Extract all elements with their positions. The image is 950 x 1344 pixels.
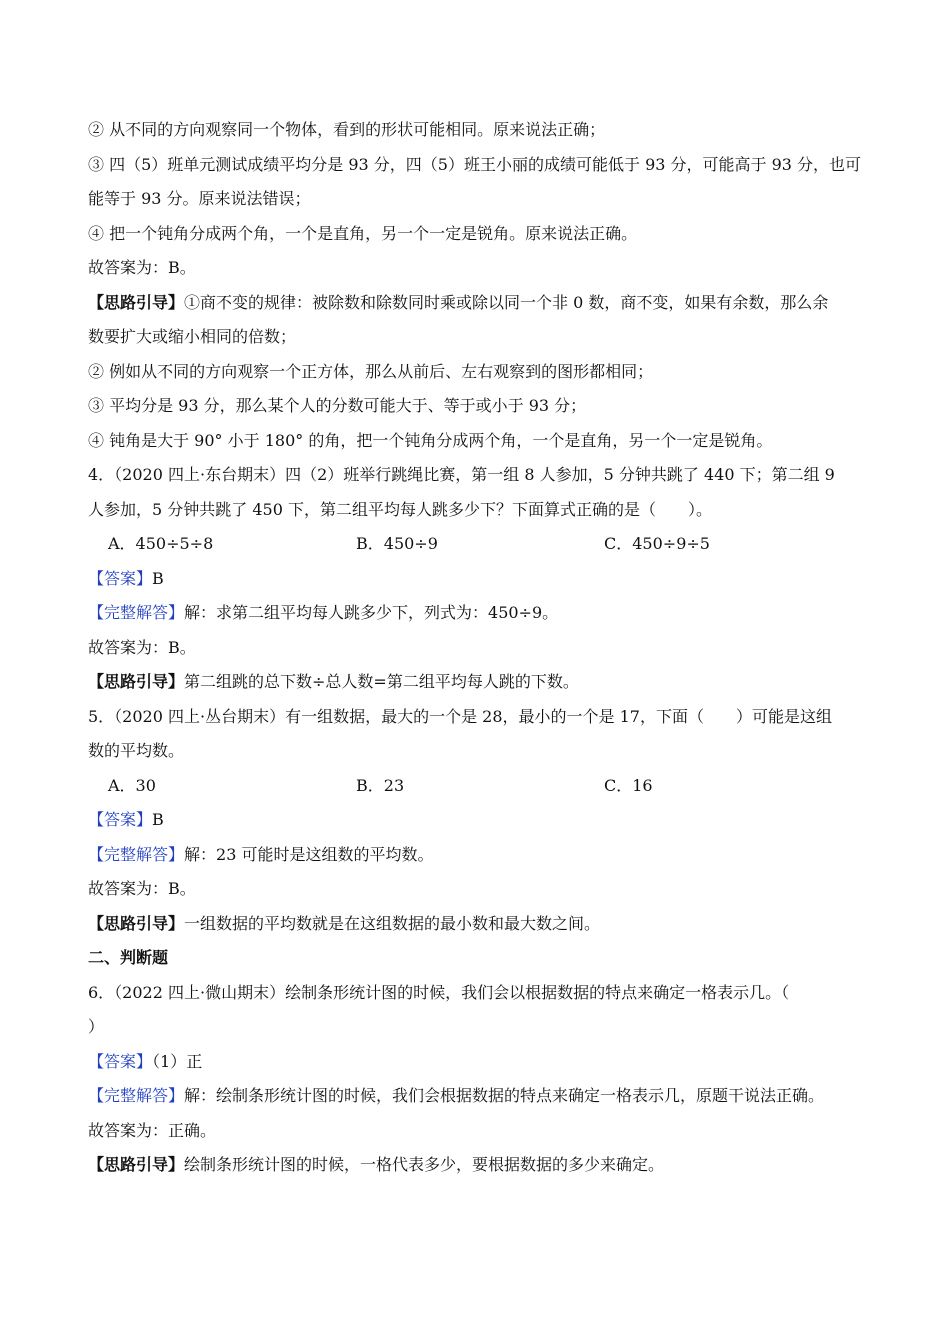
q4-stem-b: 人参加，5 分钟共跳了 450 下，第二组平均每人跳多少下？下面算式正确的是（ ）。 [88,499,712,519]
prev-line-3a: ③ 四（5）班单元测试成绩平均分是 93 分，四（5）班王小丽的成绩可能低于 93 分，可能高于 93 分，也可 [88,154,862,174]
q5-option-c: C．16 [604,775,653,795]
answer-tag: 【答案】 [88,810,153,829]
prev-guide-4: ④ 钝角是大于 90° 小于 180° 的角，把一个钝角分成两个角，一个是直角，另一个一定是锐角。 [88,430,773,450]
q6-guide [88,1148,868,1183]
solution-text: 解：求第二组平均每人跳多少下，列式为：450÷9。 [184,603,559,622]
solution-tag: 【完整解答】 [88,1086,185,1105]
prev-line-3b: 能等于 93 分。原来说法错误； [88,189,311,208]
answer-value: B [152,810,164,829]
q4-conclusion: 故答案为：B。 [88,637,196,657]
q6-stem-a: 6．（2022 四上·微山期末）绘制条形统计图的时候，我们会以根据数据的特点来确定一格表示几。（ [88,982,790,1002]
q5-options [88,769,868,804]
prev-line-4: ④ 把一个钝角分成两个角，一个是直角，另一个一定是锐角。原来说法正确。 [88,223,638,243]
solution-text: 解：绘制条形统计图的时候，我们会根据数据的特点来确定一格表示几，原题干说法正确。 [184,1086,825,1105]
solution-tag: 【完整解答】 [88,844,185,864]
prev-guide-2: ② 例如从不同的方向观察一个正方体，那么从前后、左右观察到的图形都相同； [88,361,654,381]
guide-tag: 【思路引导】 [88,1155,185,1174]
solution-tag: 【完整解答】 [88,603,185,622]
prev-line-2: ② 从不同的方向观察同一个物体，看到的形状可能相同。原来说法正确； [88,120,606,139]
q4-option-c: C．450÷9÷5 [604,534,710,553]
guide-text: 第二组跳的总下数÷总人数=第二组平均每人跳的下数。 [184,672,579,691]
q6-stem-b: ） [88,1017,105,1036]
prev-guide-3: ③ 平均分是 93 分，那么某个人的分数可能大于、等于或小于 93 分； [88,396,587,415]
q4-answer [88,562,868,597]
q5-option-b: B．23 [356,775,405,795]
q4-stem-a: 4．（2020 四上·东台期末）四（2）班举行跳绳比赛，第一组 8 人参加，5 分钟共跳了 440 下；第二组 9 [88,465,835,484]
q4-option-b: B．450÷9 [356,534,438,553]
document-page [88,113,868,1183]
guide-text: 绘制条形统计图的时候，一格代表多少，要根据数据的多少来确定。 [184,1155,665,1174]
q6-answer [88,1045,868,1080]
q4-options [88,527,868,562]
guide-tag: 【思路引导】 [88,913,185,933]
section-heading: 二、判断题 [88,948,169,967]
prev-conclusion: 故答案为：B。 [88,258,196,277]
q6-conclusion: 故答案为：正确。 [88,1120,217,1140]
answer-tag: 【答案】 [88,1051,153,1071]
q5-guide [88,907,868,942]
q5-stem-b: 数的平均数。 [88,741,185,760]
guide-tag: 【思路引导】 [88,672,185,691]
q5-answer [88,803,868,838]
q5-stem-a: 5．（2020 四上·丛台期末）有一组数据，最大的一个是 28，最小的一个是 17，下面（ ）可能是这组 [88,706,832,726]
answer-tag: 【答案】 [88,568,153,588]
guide-text: 一组数据的平均数就是在这组数据的最小数和最大数之间。 [184,913,601,933]
q4-solution [88,596,868,631]
guide-tag: 【思路引导】 [88,292,185,312]
prev-guide-1b: 数要扩大或缩小相同的倍数； [88,327,297,346]
q5-solution [88,838,868,873]
q5-option-a: A．30 [108,775,156,795]
q4-guide [88,665,868,700]
guide-text: ①商不变的规律：被除数和除数同时乘或除以同一个非 0 数，商不变，如果有余数，那么余 [184,292,829,312]
prev-guide-1a [88,286,868,321]
q6-solution [88,1079,868,1114]
q4-option-a: A．450÷5÷8 [108,534,214,553]
answer-value: （1）正 [152,1051,203,1071]
q5-conclusion: 故答案为：B。 [88,879,196,898]
solution-text: 解：23 可能时是这组数的平均数。 [184,844,434,864]
answer-value: B [152,568,164,588]
